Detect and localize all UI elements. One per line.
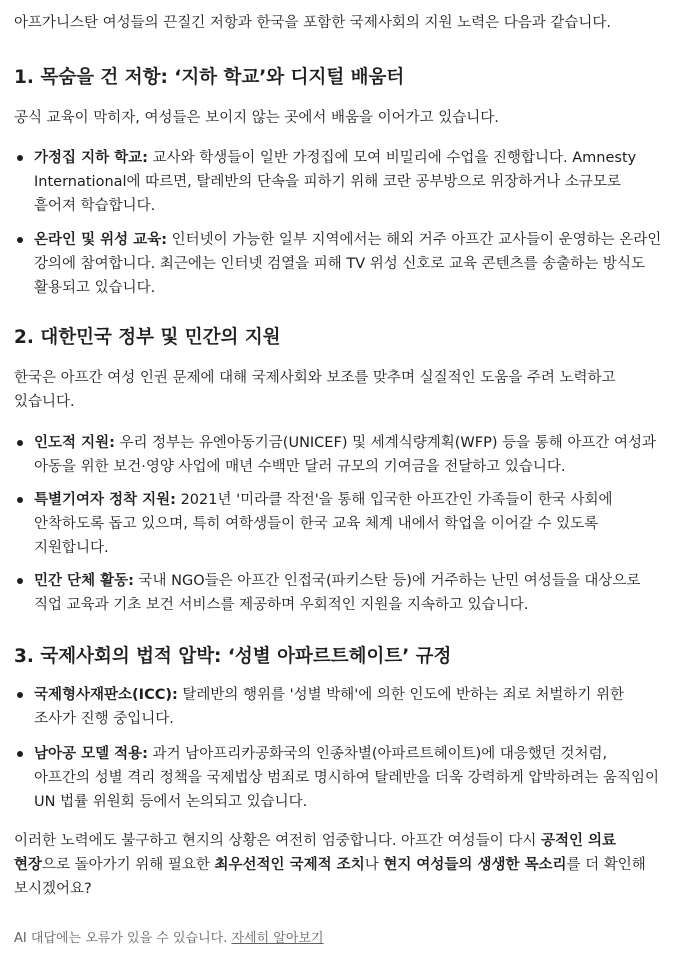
learn-more-link[interactable]: 자세히 알아보기 [231, 931, 324, 946]
list-item-title: 온라인 및 위성 교육: [34, 232, 167, 248]
closing-paragraph: 이러한 노력에도 불구하고 현지의 상황은 여전히 엄중합니다. 아프간 여성들이 다시 공적인 의료 현장으로 돌아가기 위해 필요한 최우선적인 국제적 조치나 현지 여성들의 생생한 목소리를 더 확인해 보시겠어요? [14, 833, 646, 897]
section-lead-korea-support: 한국은 아프간 여성 인권 문제에 대해 국제사회와 보조를 맞추며 실질적인 도움을 주려 노력하고 있습니다. [14, 370, 616, 410]
highlight-local-voices: 현지 여성들의 생생한 목소리 [383, 857, 567, 873]
list-item [14, 146, 664, 218]
highlight-intl-measures: 최우선적인 국제적 조치 [214, 857, 365, 873]
list-item [14, 228, 664, 300]
section-heading-legal-pressure: 3. 국제사회의 법적 압박: ‘성별 아파르트헤이트’ 규정 [14, 646, 452, 667]
list-item-title: 인도적 지원: [34, 435, 115, 451]
list-item-text: 과거 남아프리카공화국의 인종차별(아파르트헤이트)에 대응했던 것처럼, 아프간의 성별 격리 정책을 국제법상 범죄로 명시하여 탈레반을 더욱 강력하게 압박하려는 움직임이 UN 법률 위원회 등에서 논의되고 있습니다. [34, 746, 659, 810]
list-item [14, 431, 664, 479]
ai-disclaimer [14, 929, 664, 949]
section-heading-resistance: 1. 목숨을 건 저항: ‘지하 학교’와 디지털 배움터 [14, 67, 405, 88]
list-item-text: 교사와 학생들이 일반 가정집에 모여 비밀리에 수업을 진행합니다. Amnesty International에 따르면, 탈레반의 단속을 피하기 위해 코란 공부방으로 위장하거나 소규모로 흩어져 학습합니다. [34, 150, 637, 214]
list-item-text: 2021년 '미라클 작전'을 통해 입국한 아프간인 가족들이 한국 사회에 안착하도록 돕고 있으며, 특히 여학생들이 한국 교육 체계 내에서 학업을 이어갈 수 있도록 지원합니다. [34, 492, 613, 556]
section-lead-resistance: 공식 교육이 막히자, 여성들은 보이지 않는 곳에서 배움을 이어가고 있습니다. [14, 110, 499, 126]
list-item-text: 국내 NGO들은 아프간 인접국(파키스탄 등)에 거주하는 난민 여성들을 대상으로 직업 교육과 기초 보건 서비스를 제공하며 우회적인 지원을 지속하고 있습니다. [34, 573, 641, 613]
legal-pressure-list [14, 683, 664, 814]
list-item-title: 민간 단체 활동: [34, 573, 134, 589]
list-item [14, 569, 664, 617]
list-item [14, 488, 664, 560]
resistance-list [14, 146, 664, 300]
list-item [14, 683, 664, 731]
intro-paragraph: 아프가니스탄 여성들의 끈질긴 저항과 한국을 포함한 국제사회의 지원 노력은 다음과 같습니다. [14, 15, 611, 31]
list-item-text: 우리 정부는 유엔아동기금(UNICEF) 및 세계식량계획(WFP) 등을 통해 아프간 여성과 아동을 위한 보건·영양 사업에 매년 수백만 달러 규모의 기여금을 전달하고 있습니다. [34, 435, 656, 475]
list-item-text: 탈레반의 행위를 '성별 박해'에 의한 인도에 반하는 죄로 처벌하기 위한 조사가 진행 중입니다. [34, 687, 625, 727]
list-item-title: 국제형사재판소(ICC): [34, 687, 178, 703]
list-item-title: 가정집 지하 학교: [34, 150, 148, 166]
section-heading-korea-support: 2. 대한민국 정부 및 민간의 지원 [14, 327, 281, 348]
list-item-title: 특별기여자 정착 지원: [34, 492, 176, 508]
highlight-medical: 공적인 의료 현장 [14, 833, 617, 873]
disclaimer-text: AI 대답에는 오류가 있을 수 있습니다. [14, 931, 232, 946]
list-item-title: 남아공 모델 적용: [34, 746, 148, 762]
list-item [14, 742, 664, 814]
list-item-text: 인터넷이 가능한 일부 지역에서는 해외 거주 아프간 교사들이 운영하는 온라인 강의에 참여합니다. 최근에는 인터넷 검열을 피해 TV 위성 신호로 교육 콘텐츠를 송출하는 방식도 활용되고 있습니다. [34, 232, 662, 296]
korea-support-list [14, 431, 664, 617]
response-body [14, 11, 664, 949]
